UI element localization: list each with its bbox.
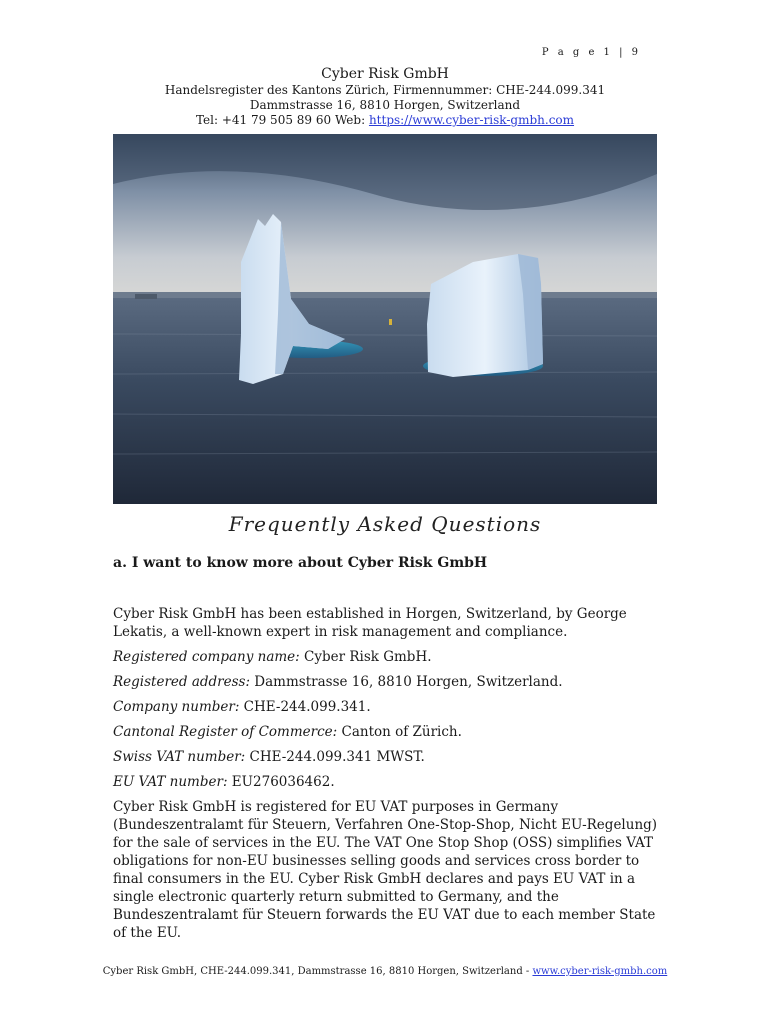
- iceberg-image: [113, 134, 657, 504]
- info-label: EU VAT number:: [113, 774, 228, 790]
- info-row-swiss-vat: [113, 748, 661, 766]
- faq-title: Frequently Asked Questions: [228, 512, 542, 536]
- main-content: [113, 605, 661, 942]
- page-footer: [0, 966, 770, 977]
- section-heading: a. I want to know more about Cyber Risk GmbH: [113, 555, 488, 571]
- letterhead: [0, 66, 770, 128]
- register-line: Handelsregister des Kantons Zürich, Firmennummer: CHE-244.099.341: [164, 83, 606, 97]
- info-label: Registered address:: [113, 674, 251, 690]
- intro-paragraph: Cyber Risk GmbH has been established in Horgen, Switzerland, by George Lekatis, a well-known expert in risk management and compliance.: [113, 606, 627, 640]
- info-value: Cyber Risk GmbH.: [299, 649, 432, 665]
- info-label: Swiss VAT number:: [113, 749, 246, 765]
- info-label: Company number:: [113, 699, 240, 715]
- iceberg-photo: [113, 134, 657, 504]
- info-value: EU276036462.: [227, 774, 335, 790]
- info-row-company-number: [113, 698, 661, 716]
- footer-text: Cyber Risk GmbH, CHE-244.099.341, Dammstrasse 16, 8810 Horgen, Switzerland -: [102, 966, 533, 977]
- info-value: CHE-244.099.341.: [239, 699, 371, 715]
- contact-line: [0, 113, 770, 128]
- info-row-company-name: [113, 648, 661, 666]
- info-label: Registered company name:: [113, 649, 300, 665]
- info-row-eu-vat: [113, 773, 661, 791]
- contact-prefix: Tel: +41 79 505 89 60 Web:: [195, 113, 369, 127]
- info-row-address: [113, 673, 661, 691]
- info-value: CHE-244.099.341 MWST.: [245, 749, 425, 765]
- website-link[interactable]: https://www.cyber-risk-gmbh.com: [368, 113, 575, 127]
- page-number: P a g e 1 | 9: [541, 47, 641, 58]
- footer-link[interactable]: www.cyber-risk-gmbh.com: [532, 966, 668, 977]
- vat-paragraph: Cyber Risk GmbH is registered for EU VAT purposes in Germany (Bundeszentralamt für Steuern, Verfahren One-Stop-Shop, Nicht EU-Regelung) for the sale of services in the EU. The VAT One Stop Shop (OSS) simplifies VAT obligations for non-EU businesses selling goods and services cross border to final consumers in the EU. Cyber Risk GmbH declares and pays EU VAT in a single electronic quarterly return submitted to Germany, and the Bundeszentralamt für Steuern forwards the EU VAT due to each member State of the EU.: [113, 799, 658, 941]
- info-value: Canton of Zürich.: [337, 724, 462, 740]
- address-line: Dammstrasse 16, 8810 Horgen, Switzerland: [249, 98, 521, 112]
- info-value: Dammstrasse 16, 8810 Horgen, Switzerland.: [250, 674, 563, 690]
- info-row-cantonal-register: [113, 723, 661, 741]
- info-label: Cantonal Register of Commerce:: [113, 724, 338, 740]
- company-name: Cyber Risk GmbH: [321, 66, 449, 82]
